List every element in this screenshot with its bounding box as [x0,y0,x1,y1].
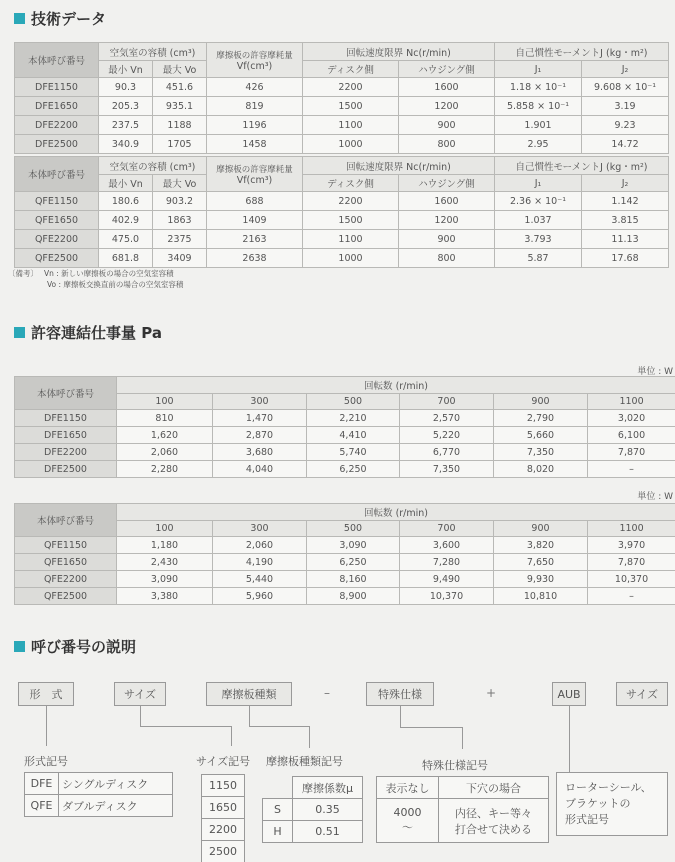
value-cell: 8,160 [307,571,400,588]
value-cell: 10,370 [588,571,675,588]
model-cell: DFE1650 [15,97,99,116]
table-row [15,135,669,154]
col-header-wear-line1: 摩擦板の許容摩耗量 [216,50,293,61]
value-cell: – [588,461,675,478]
square-bullet-icon [14,641,25,652]
value-cell: 7,870 [588,554,675,571]
unit-label: 単位 : W [637,367,673,377]
table-row [15,192,669,211]
speed-header: 900 [494,394,588,410]
table-row [263,821,363,843]
blank-cell [263,777,293,799]
table-body [25,773,173,817]
connector-line [249,726,309,727]
model-cell: QFE1150 [15,537,117,554]
dash-symbol: – [324,686,330,700]
col-header-model: 本体呼び番号 [15,43,99,78]
aub-description-box [556,772,668,836]
table-row [15,410,675,427]
size-code-cell: 2200 [202,819,245,841]
value-cell: 3,680 [213,444,307,461]
friction-code-cell: H [263,821,293,843]
value-cell: 688 [207,192,303,211]
col-header-j2: J₂ [582,175,669,192]
special-range-cell [377,799,439,843]
value-cell: 426 [207,78,303,97]
value-cell: 5,440 [213,571,307,588]
col-header-min: 最小 Vn [99,175,153,192]
value-cell: 340.9 [99,135,153,154]
table-body [263,777,363,843]
value-cell: 1.901 [495,116,582,135]
size-code-cell: 1150 [202,775,245,797]
value-cell: 2375 [153,230,207,249]
col-header-model: 本体呼び番号 [15,504,117,537]
format-code-label: 形式記号 [24,755,68,768]
speed-header: 300 [213,521,307,537]
square-bullet-icon [14,327,25,338]
section-heading-technical-data [14,8,106,29]
col-header-j1: J₁ [495,61,582,78]
value-cell: 90.3 [99,78,153,97]
value-cell: 2.95 [495,135,582,154]
value-cell: 7,350 [400,461,494,478]
col-header-wear-line1: 摩擦板の許容摩耗量 [216,164,293,175]
plus-symbol: + [486,686,497,700]
connector-line [400,727,462,728]
code-box-size: サイズ [114,682,166,706]
value-cell: 237.5 [99,116,153,135]
table-row [15,97,669,116]
value-cell: 1409 [207,211,303,230]
model-cell: QFE1650 [15,554,117,571]
col-header-wear-line2: Vf(cm³) [236,174,273,186]
col-header-max: 最大 Vo [153,61,207,78]
col-header-wear-line2: Vf(cm³) [236,60,273,72]
value-cell: 2638 [207,249,303,268]
special-desc-cell [439,799,549,843]
friction-coefficient-header: 摩擦係数μ [293,777,363,799]
value-cell: 3,090 [117,571,213,588]
speed-header: 700 [400,521,494,537]
value-cell: 2.36 × 10⁻¹ [495,192,582,211]
connector-line [140,726,232,727]
value-cell: 1,620 [117,427,213,444]
value-cell: 3.793 [495,230,582,249]
model-cell: DFE2500 [15,135,99,154]
value-cell: 1500 [303,97,399,116]
connector-line [462,727,463,749]
value-cell: 1188 [153,116,207,135]
col-header-model: 本体呼び番号 [15,377,117,410]
size-code-cell: 2500 [202,841,245,862]
value-cell: 10,810 [494,588,588,605]
notes-line-vn [8,268,183,279]
speed-header: 100 [117,521,213,537]
value-cell: 3,600 [400,537,494,554]
value-cell: 819 [207,97,303,116]
value-cell: 1863 [153,211,207,230]
friction-code-cell: S [263,799,293,821]
col-header-volume: 空気室の容積 (cm³) [99,157,207,175]
value-cell: 9,930 [494,571,588,588]
value-cell: 9,490 [400,571,494,588]
value-cell: 903.2 [153,192,207,211]
square-bullet-icon [14,13,25,24]
value-cell: 4,410 [307,427,400,444]
value-cell: 5.87 [495,249,582,268]
value-cell: 3,970 [588,537,675,554]
code-box-friction: 摩擦板種類 [206,682,292,706]
table-row [15,554,675,571]
speed-header: 1100 [588,394,675,410]
allowable-work-table-qfe [14,503,675,605]
value-cell: 9.608 × 10⁻¹ [582,78,669,97]
format-code-cell: QFE [25,795,59,817]
table-row [15,588,675,605]
value-cell: 3.815 [582,211,669,230]
value-cell: 3,380 [117,588,213,605]
value-cell: 1.18 × 10⁻¹ [495,78,582,97]
speed-header: 900 [494,521,588,537]
format-code-cell: DFE [25,773,59,795]
value-cell: 1,180 [117,537,213,554]
size-code-table [201,774,245,862]
table-row [15,211,669,230]
special-header-none: 表示なし [377,777,439,799]
value-cell: 1200 [399,211,495,230]
value-cell: 11.13 [582,230,669,249]
model-cell: QFE2200 [15,230,99,249]
table-row [202,841,245,862]
value-cell: 3,020 [588,410,675,427]
format-desc-cell: シングルディスク [59,773,173,795]
value-cell: 2163 [207,230,303,249]
col-header-wear [207,43,303,78]
value-cell: 2,430 [117,554,213,571]
value-cell: 5,660 [494,427,588,444]
value-cell: 6,250 [307,461,400,478]
format-desc-cell: ダブルディスク [59,795,173,817]
value-cell: 6,770 [400,444,494,461]
col-header-disk: ディスク側 [303,61,399,78]
value-cell: 10,370 [400,588,494,605]
value-cell: 2,790 [494,410,588,427]
value-cell: 3,090 [307,537,400,554]
value-cell: 1500 [303,211,399,230]
friction-value-cell: 0.51 [293,821,363,843]
col-header-max: 最大 Vo [153,175,207,192]
section-title: 呼び番号の説明 [31,638,137,656]
col-header-model: 本体呼び番号 [15,157,99,192]
value-cell: 14.72 [582,135,669,154]
col-header-rotation: 回転速度限界 Nc(r/min) [303,43,495,61]
col-header-housing: ハウジング側 [399,61,495,78]
value-cell: 1705 [153,135,207,154]
tech-data-table-dfe [14,42,669,154]
table-body [15,410,675,478]
value-cell: – [588,588,675,605]
value-cell: 6,250 [307,554,400,571]
section-heading-allowable-work [14,322,162,343]
value-cell: 8,020 [494,461,588,478]
value-cell: 5,220 [400,427,494,444]
note-vo: Vo : 摩擦板交換直前の場合の空気室容積 [47,280,184,289]
value-cell: 2,210 [307,410,400,427]
value-cell: 1.037 [495,211,582,230]
model-cell: QFE2200 [15,571,117,588]
value-cell: 3,820 [494,537,588,554]
table-row [15,537,675,554]
table-row [15,230,669,249]
unit-label: 単位 : W [637,492,673,502]
connector-line [249,706,250,726]
table-row [15,249,669,268]
speed-header: 100 [117,394,213,410]
value-cell: 900 [399,230,495,249]
table-row [202,775,245,797]
code-box-special: 特殊仕様 [366,682,434,706]
tech-data-table-qfe [14,156,669,268]
connector-line [309,726,310,748]
model-cell: DFE2200 [15,444,117,461]
connector-line [400,706,401,728]
value-cell: 2,280 [117,461,213,478]
note-vn: Vn : 新しい摩擦板の場合の空気室容積 [44,269,174,278]
value-cell: 402.9 [99,211,153,230]
section-title: 許容連結仕事量 Pa [31,324,162,342]
value-cell: 1.142 [582,192,669,211]
notes-label: 〔備考〕 [8,269,38,278]
table-row [15,78,669,97]
special-desc-line2: 打合せて決める [455,822,532,836]
value-cell: 7,280 [400,554,494,571]
notes [8,268,184,290]
model-cell: QFE2500 [15,249,99,268]
value-cell: 3.19 [582,97,669,116]
aub-desc-line2: ブラケットの [565,797,631,810]
table-row [15,427,675,444]
value-cell: 1196 [207,116,303,135]
table-body [15,192,669,268]
format-code-table [24,772,173,817]
friction-value-cell: 0.35 [293,799,363,821]
code-box-format: 形 式 [18,682,74,706]
speed-header: 500 [307,521,400,537]
code-box-size2: サイズ [616,682,668,706]
value-cell: 1600 [399,78,495,97]
value-cell: 17.68 [582,249,669,268]
connector-line [46,706,47,746]
friction-code-label: 摩擦板種類記号 [266,755,343,768]
table-row [25,773,173,795]
value-cell: 5,740 [307,444,400,461]
value-cell: 180.6 [99,192,153,211]
speed-header: 300 [213,394,307,410]
value-cell: 2,570 [400,410,494,427]
value-cell: 4,040 [213,461,307,478]
connector-line [231,726,232,746]
table-row [202,797,245,819]
value-cell: 2200 [303,78,399,97]
section-title: 技術データ [31,10,107,28]
col-header-j1: J₁ [495,175,582,192]
col-header-j2: J₂ [582,61,669,78]
connector-line [569,706,570,772]
model-cell: DFE1150 [15,410,117,427]
table-body [15,537,675,605]
model-cell: DFE1650 [15,427,117,444]
value-cell: 681.8 [99,249,153,268]
table-row [15,444,675,461]
col-header-min: 最小 Vn [99,61,153,78]
value-cell: 6,100 [588,427,675,444]
table-body [202,775,245,862]
value-cell: 205.3 [99,97,153,116]
code-box-aub: AUB [552,682,586,706]
value-cell: 2200 [303,192,399,211]
aub-desc-line1: ローターシール、 [565,781,652,794]
model-cell: QFE1650 [15,211,99,230]
section-heading-code-explanation [14,636,136,657]
value-cell: 800 [399,135,495,154]
value-cell: 9.23 [582,116,669,135]
col-header-wear [207,157,303,192]
table-row [263,799,363,821]
model-cell: QFE1150 [15,192,99,211]
aub-desc-line3: 形式記号 [565,813,609,826]
value-cell: 935.1 [153,97,207,116]
value-cell: 1600 [399,192,495,211]
connector-line [140,706,141,727]
value-cell: 1100 [303,230,399,249]
col-header-rotation: 回転速度限界 Nc(r/min) [303,157,495,175]
special-code-table [376,776,549,843]
value-cell: 1,470 [213,410,307,427]
special-range-start: 4000 [393,806,422,819]
speed-header: 700 [400,394,494,410]
col-header-disk: ディスク側 [303,175,399,192]
value-cell: 2,060 [117,444,213,461]
value-cell: 1200 [399,97,495,116]
friction-code-table [262,776,363,843]
table-row [202,819,245,841]
value-cell: 1000 [303,249,399,268]
model-cell: QFE2500 [15,588,117,605]
value-cell: 1100 [303,116,399,135]
special-header-pilot: 下穴の場合 [439,777,549,799]
col-header-housing: ハウジング側 [399,175,495,192]
value-cell: 5,960 [213,588,307,605]
special-range-tilde: 〜 [402,821,413,834]
value-cell: 475.0 [99,230,153,249]
value-cell: 4,190 [213,554,307,571]
value-cell: 2,870 [213,427,307,444]
value-cell: 451.6 [153,78,207,97]
model-cell: DFE2200 [15,116,99,135]
col-header-inertia: 自己慣性モーメントJ (kg・m²) [495,43,669,61]
size-code-cell: 1650 [202,797,245,819]
special-desc-line1: 内径、キー等々 [455,806,532,820]
value-cell: 2,060 [213,537,307,554]
value-cell: 1000 [303,135,399,154]
col-header-rpm: 回転数 (r/min) [117,377,675,394]
col-header-rpm: 回転数 (r/min) [117,504,675,521]
value-cell: 5.858 × 10⁻¹ [495,97,582,116]
table-body [15,78,669,154]
value-cell: 1458 [207,135,303,154]
value-cell: 810 [117,410,213,427]
allowable-work-table-dfe [14,376,675,478]
value-cell: 7,870 [588,444,675,461]
col-header-volume: 空気室の容積 (cm³) [99,43,207,61]
speed-header: 500 [307,394,400,410]
table-row [25,795,173,817]
table-row [15,571,675,588]
value-cell: 3409 [153,249,207,268]
model-cell: DFE2500 [15,461,117,478]
value-cell: 7,350 [494,444,588,461]
size-code-label: サイズ記号 [196,755,251,768]
speed-header: 1100 [588,521,675,537]
value-cell: 7,650 [494,554,588,571]
value-cell: 800 [399,249,495,268]
col-header-inertia: 自己慣性モーメントJ (kg・m²) [495,157,669,175]
special-code-label: 特殊仕様記号 [422,759,488,772]
table-row [15,461,675,478]
value-cell: 900 [399,116,495,135]
model-cell: DFE1150 [15,78,99,97]
value-cell: 8,900 [307,588,400,605]
table-row [15,116,669,135]
